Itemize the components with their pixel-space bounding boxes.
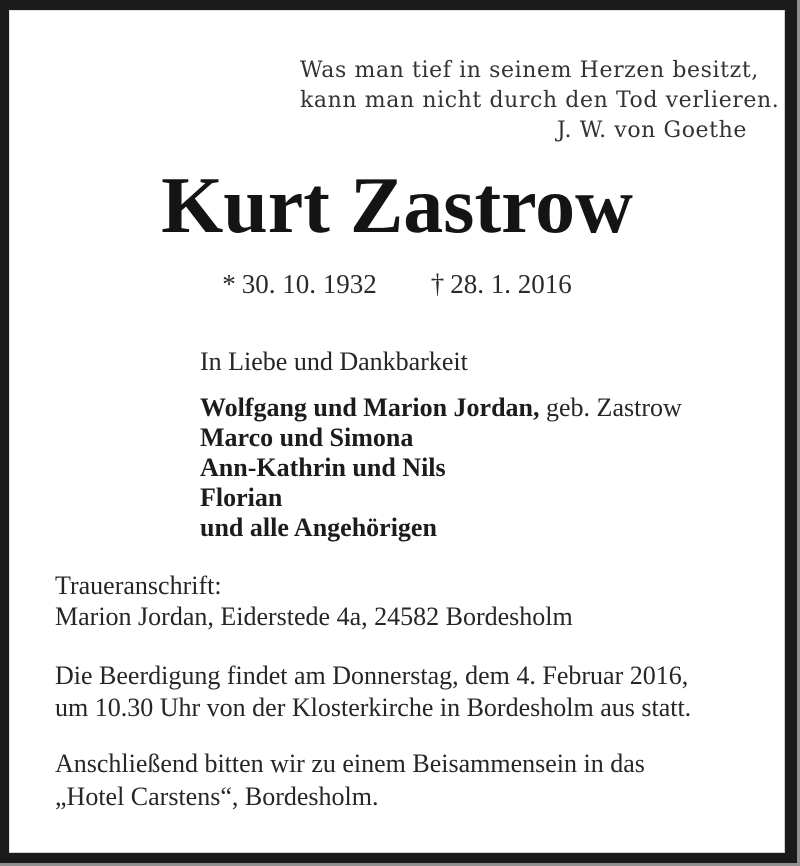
mourner-names: Florian xyxy=(200,483,283,512)
mourning-address xyxy=(55,570,573,632)
death-date-value: 28. 1. 2016 xyxy=(450,269,572,299)
mourner-line xyxy=(200,393,682,423)
mourner-line xyxy=(200,423,682,453)
mourner-names: Wolfgang und Marion Jordan, xyxy=(200,393,540,422)
mourner-names: Marco und Simona xyxy=(200,423,414,452)
death-cross-icon: † xyxy=(430,269,445,299)
mourners-list xyxy=(200,393,682,543)
quote-attribution: J. W. von Goethe xyxy=(556,118,747,143)
birth-date-value: 30. 10. 1932 xyxy=(241,269,377,299)
funeral-line-2: um 10.30 Uhr von der Klosterkirche in Bordesholm aus statt. xyxy=(55,693,692,722)
funeral-line-1: Die Beerdigung findet am Donnerstag, dem 4. Februar 2016, xyxy=(55,661,689,690)
mourner-suffix: geb. Zastrow xyxy=(539,393,682,422)
death-date xyxy=(431,269,572,299)
mourner-line xyxy=(200,483,682,513)
mourner-names: und alle Angehörigen xyxy=(200,513,437,542)
address-value: Marion Jordan, Eiderstede 4a, 24582 Bordesholm xyxy=(55,602,573,631)
reception-line-2: „Hotel Carstens“, Bordesholm. xyxy=(55,782,379,811)
life-dates xyxy=(9,269,785,299)
tribute-intro: In Liebe und Dankbarkeit xyxy=(200,347,468,376)
quote-line-2: kann man nicht durch den Tod verlieren. xyxy=(300,88,780,113)
quote-line-1: Was man tief in seinem Herzen besitzt, xyxy=(300,58,759,83)
birth-star-icon: * xyxy=(222,269,236,299)
funeral-info xyxy=(55,660,691,724)
address-label: Traueranschrift: xyxy=(55,571,222,600)
reception-line-1: Anschließend bitten wir zu einem Beisammensein in das xyxy=(55,749,645,778)
mourner-line xyxy=(200,453,682,483)
memorial-quote xyxy=(300,56,780,146)
mourner-names: Ann-Kathrin und Nils xyxy=(200,453,446,482)
obituary-content xyxy=(9,10,785,853)
mourner-line xyxy=(200,513,682,543)
reception-info xyxy=(55,747,645,813)
birth-date xyxy=(222,269,377,299)
deceased-name: Kurt Zastrow xyxy=(161,162,633,250)
